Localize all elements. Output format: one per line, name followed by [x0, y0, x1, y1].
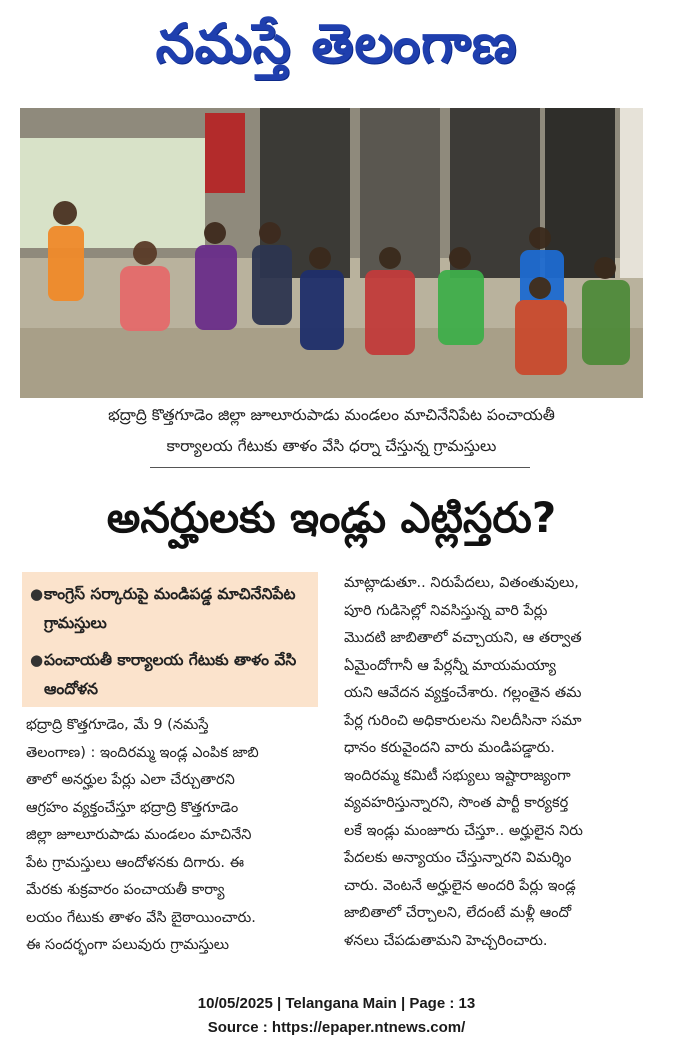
caption-line: కార్యాలయ గేటుకు తాళం వేసి ధర్నా చేస్తున్న గ్రామస్తులు — [166, 437, 497, 455]
page-footer — [0, 992, 673, 1040]
highlight-item — [22, 646, 318, 704]
article-headline: అనర్హులకు ఇండ్లు ఎట్లిస్తరు? — [106, 493, 557, 542]
news-photo — [20, 108, 643, 398]
highlight-item — [22, 580, 318, 638]
highlight-text: కాంగ్రెస్ సర్కారుపై మండిపడ్డ మాచినేనిపేట గ్రామస్తులు — [44, 585, 296, 632]
newspaper-title: నమస్తే తెలంగాణ — [155, 12, 518, 75]
edition-info: 10/05/2025 | Telangana Main | Page : 13 — [197, 995, 476, 1012]
photo-caption — [20, 400, 643, 462]
article-body-right-column: మాట్లాడుతూ.. నిరుపేదలు, వితంతువులు, పూరి గుడిసెల్లో నివసిస్తున్న వారి పేర్లు మొదటి జాబితాలో వచ్చాయని, ఆ తర్వాత ఏమైందోగానీ ఆ పేర్లన్నీ మాయమయ్యా యని ఆవేదన వ్యక్తంచేశారు. గల్లంతైన తమ పేర్ల గురించి అధికారులను నిలదీసినా సమా ధానం కరువైందని వారు మండిపడ్డారు. ఇందిరమ్మ కమిటీ సభ్యులు ఇష్టారాజ్యంగా వ్యవహరిస్తున్నారని, సొంత పార్టీ కార్యకర్త లకే ఇండ్లు మంజూరు చేస్తూ.. అర్హులైన నిరు పేదలకు అన్యాయం చేస్తున్నారని విమర్శిం చారు. వెంటనే అర్హులైన అందరి పేర్లు ఇండ్ల జాబితాలో చేర్చాలని, లేదంటే మళ్లీ ఆందో ళనలు చేపడుతామని హెచ్చరించారు. — [344, 575, 583, 949]
protest-photo-illustration — [20, 108, 643, 398]
highlights-box — [22, 572, 318, 707]
caption-line: భద్రాద్రి కొత్తగూడెం జిల్లా జూలూరుపాడు మండలం మాచినేనిపేట పంచాయతీ — [108, 406, 555, 424]
article-body-left-column: భద్రాద్రి కొత్తగూడెం, మే 9 (నమస్తే తెలంగాణ) : ఇందిరమ్మ ఇండ్ల ఎంపిక జాబి తాలో అనర్హుల పేర్లు ఎలా చేర్చుతారని ఆగ్రహం వ్యక్తంచేస్తూ భద్రాద్రి కొత్తగూడెం జిల్లా జూలూరుపాడు మండలం మాచినేని పేట గ్రామస్తులు ఆందోళనకు దిగారు. ఈ మేరకు శుక్రవారం పంచాయతీ కార్యా లయం గేటుకు తాళం వేసి బైఠాయించారు. ఈ సందర్భంగా పలువురు గ్రామస్తులు — [26, 717, 259, 953]
bullet-icon: ● — [30, 585, 44, 603]
source-info: Source : https://epaper.ntnews.com/ — [207, 1019, 466, 1036]
masthead — [0, 0, 673, 100]
highlight-text: పంచాయతీ కార్యాలయ గేటుకు తాళం వేసి ఆందోళన — [44, 651, 297, 698]
caption-divider — [150, 467, 530, 468]
bullet-icon: ● — [30, 651, 44, 669]
